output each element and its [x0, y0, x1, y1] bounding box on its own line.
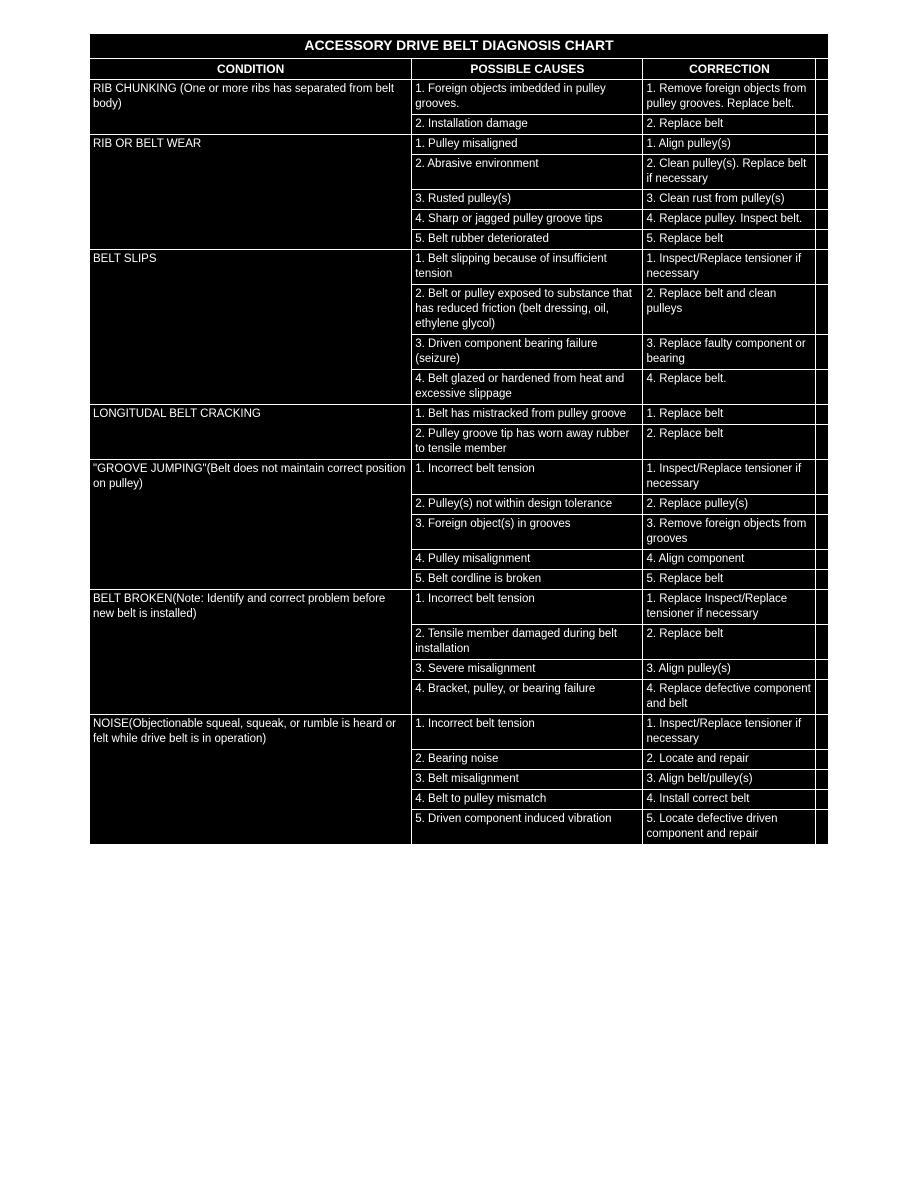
spacer-cell [816, 680, 828, 715]
cause-cell: 5. Belt rubber deteriorated [412, 230, 643, 250]
table-row [90, 715, 828, 750]
cause-cell: 1. Incorrect belt tension [412, 460, 643, 495]
correction-cell: 1. Replace belt [643, 405, 816, 425]
correction-cell: 3. Clean rust from pulley(s) [643, 190, 816, 210]
condition-cell: "GROOVE JUMPING"(Belt does not maintain correct position on pulley) [90, 460, 412, 590]
correction-cell: 2. Replace belt [643, 425, 816, 460]
cause-cell: 2. Bearing noise [412, 750, 643, 770]
spacer-cell [816, 370, 828, 405]
correction-cell: 2. Replace pulley(s) [643, 495, 816, 515]
spacer-cell [816, 495, 828, 515]
correction-cell: 1. Align pulley(s) [643, 135, 816, 155]
spacer-cell [816, 750, 828, 770]
table-row [90, 460, 828, 495]
table-row [90, 80, 828, 115]
correction-cell: 5. Replace belt [643, 230, 816, 250]
correction-cell: 2. Clean pulley(s). Replace belt if necessary [643, 155, 816, 190]
cause-cell: 1. Incorrect belt tension [412, 590, 643, 625]
condition-cell: RIB OR BELT WEAR [90, 135, 412, 250]
table-body [90, 80, 828, 845]
spacer-cell [816, 790, 828, 810]
cause-cell: 2. Abrasive environment [412, 155, 643, 190]
correction-cell: 3. Remove foreign objects from grooves [643, 515, 816, 550]
correction-cell: 4. Replace belt. [643, 370, 816, 405]
cause-cell: 4. Belt glazed or hardened from heat and excessive slippage [412, 370, 643, 405]
cause-cell: 2. Tensile member damaged during belt installation [412, 625, 643, 660]
cause-cell: 3. Foreign object(s) in grooves [412, 515, 643, 550]
correction-cell: 1. Inspect/Replace tensioner if necessary [643, 460, 816, 495]
cause-cell: 3. Rusted pulley(s) [412, 190, 643, 210]
spacer-cell [816, 135, 828, 155]
spacer-cell [816, 550, 828, 570]
table-row [90, 590, 828, 625]
spacer-cell [816, 460, 828, 495]
header-condition: CONDITION [90, 59, 412, 80]
spacer-cell [816, 250, 828, 285]
spacer-cell [816, 230, 828, 250]
correction-cell: 4. Align component [643, 550, 816, 570]
cause-cell: 2. Pulley(s) not within design tolerance [412, 495, 643, 515]
correction-cell: 1. Remove foreign objects from pulley grooves. Replace belt. [643, 80, 816, 115]
spacer-cell [816, 115, 828, 135]
diagnosis-chart [89, 33, 829, 846]
table-row [90, 135, 828, 155]
correction-cell: 4. Replace defective component and belt [643, 680, 816, 715]
chart-title: ACCESSORY DRIVE BELT DIAGNOSIS CHART [90, 34, 828, 59]
spacer-cell [816, 810, 828, 845]
spacer-cell [816, 80, 828, 115]
cause-cell: 4. Bracket, pulley, or bearing failure [412, 680, 643, 715]
cause-cell: 3. Driven component bearing failure (seizure) [412, 335, 643, 370]
header-spacer [816, 59, 828, 80]
correction-cell: 2. Replace belt [643, 115, 816, 135]
correction-cell: 4. Replace pulley. Inspect belt. [643, 210, 816, 230]
correction-cell: 4. Install correct belt [643, 790, 816, 810]
spacer-cell [816, 590, 828, 625]
spacer-cell [816, 405, 828, 425]
table-row [90, 250, 828, 285]
correction-cell: 3. Replace faulty component or bearing [643, 335, 816, 370]
spacer-cell [816, 660, 828, 680]
correction-cell: 1. Replace Inspect/Replace tensioner if necessary [643, 590, 816, 625]
correction-cell: 1. Inspect/Replace tensioner if necessary [643, 715, 816, 750]
spacer-cell [816, 715, 828, 750]
condition-cell: BELT BROKEN(Note: Identify and correct problem before new belt is installed) [90, 590, 412, 715]
spacer-cell [816, 770, 828, 790]
correction-cell: 5. Replace belt [643, 570, 816, 590]
cause-cell: 1. Pulley misaligned [412, 135, 643, 155]
header-correction: CORRECTION [643, 59, 816, 80]
condition-cell: BELT SLIPS [90, 250, 412, 405]
cause-cell: 1. Belt has mistracked from pulley groove [412, 405, 643, 425]
correction-cell: 2. Replace belt and clean pulleys [643, 285, 816, 335]
cause-cell: 4. Pulley misalignment [412, 550, 643, 570]
correction-cell: 3. Align belt/pulley(s) [643, 770, 816, 790]
spacer-cell [816, 515, 828, 550]
spacer-cell [816, 155, 828, 190]
cause-cell: 3. Belt misalignment [412, 770, 643, 790]
cause-cell: 5. Belt cordline is broken [412, 570, 643, 590]
header-causes: POSSIBLE CAUSES [412, 59, 643, 80]
spacer-cell [816, 210, 828, 230]
spacer-cell [816, 190, 828, 210]
correction-cell: 3. Align pulley(s) [643, 660, 816, 680]
correction-cell: 2. Replace belt [643, 625, 816, 660]
correction-cell: 1. Inspect/Replace tensioner if necessary [643, 250, 816, 285]
spacer-cell [816, 570, 828, 590]
cause-cell: 2. Installation damage [412, 115, 643, 135]
cause-cell: 5. Driven component induced vibration [412, 810, 643, 845]
cause-cell: 2. Pulley groove tip has worn away rubber to tensile member [412, 425, 643, 460]
cause-cell: 1. Foreign objects imbedded in pulley grooves. [412, 80, 643, 115]
diagnosis-table [90, 59, 828, 845]
cause-cell: 2. Belt or pulley exposed to substance that has reduced friction (belt dressing, oil, ethylene glycol) [412, 285, 643, 335]
condition-cell: RIB CHUNKING (One or more ribs has separated from belt body) [90, 80, 412, 135]
condition-cell: NOISE(Objectionable squeal, squeak, or rumble is heard or felt while drive belt is in operation) [90, 715, 412, 845]
header-row [90, 59, 828, 80]
cause-cell: 1. Incorrect belt tension [412, 715, 643, 750]
table-row [90, 405, 828, 425]
condition-cell: LONGITUDAL BELT CRACKING [90, 405, 412, 460]
spacer-cell [816, 425, 828, 460]
cause-cell: 3. Severe misalignment [412, 660, 643, 680]
cause-cell: 4. Belt to pulley mismatch [412, 790, 643, 810]
spacer-cell [816, 625, 828, 660]
correction-cell: 5. Locate defective driven component and repair [643, 810, 816, 845]
cause-cell: 4. Sharp or jagged pulley groove tips [412, 210, 643, 230]
spacer-cell [816, 285, 828, 335]
correction-cell: 2. Locate and repair [643, 750, 816, 770]
cause-cell: 1. Belt slipping because of insufficient tension [412, 250, 643, 285]
spacer-cell [816, 335, 828, 370]
